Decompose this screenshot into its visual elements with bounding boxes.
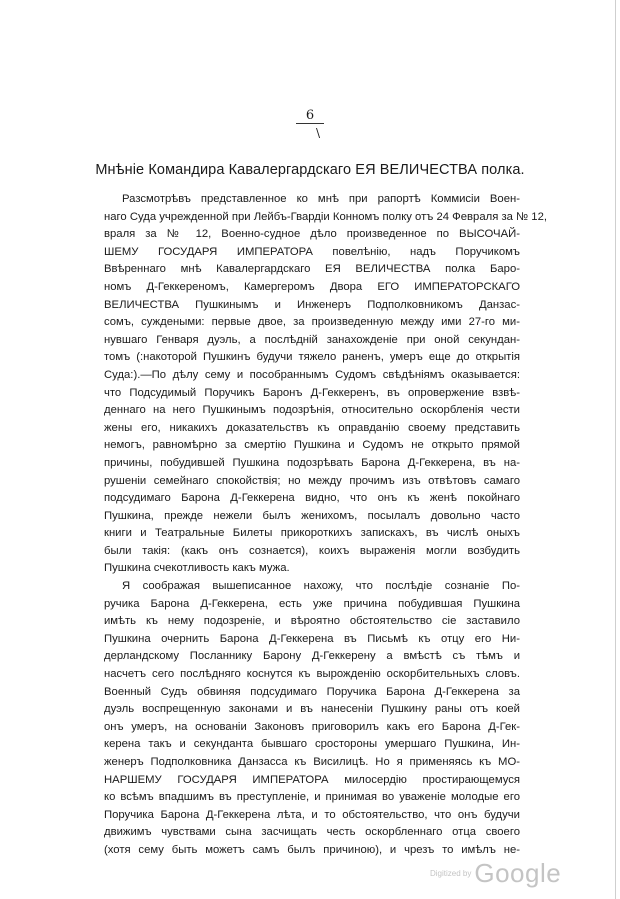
- tick-mark: \: [316, 126, 321, 140]
- text-line: подсудимаго Барона Д-Геккерена видно, что онъ къ женѣ покойнаго: [104, 492, 520, 505]
- text-line: Суда:).—По дѣлу сему и пособраннымъ Судомъ свѣдѣніямъ оказывается:: [104, 368, 520, 381]
- text-line: враля за № 12, Военно-судное дѣло произведенное по ВЫСОЧАЙ-: [104, 228, 520, 241]
- text-line: ВЕЛИЧЕСТВА Пушкинымъ и Инженеръ Подполковникомъ Данзас-: [104, 298, 520, 311]
- page-number: 6: [296, 109, 324, 124]
- text-line: женеръ Подполковника Данзасса къ Висилицѣ. Но я применяясь къ МО-: [104, 756, 520, 768]
- text-line: деннаго на него Пушкинымъ подозрѣнія, относительно оскорбленія чести: [104, 404, 520, 417]
- text-line: Военный Судъ обвиняя подсудимаго Поручика Барона Д-Геккерена за: [104, 685, 520, 698]
- text-line: насчетъ сего послѣдняго коснутся къ вырожденію оскорбительныхъ словъ.: [104, 668, 520, 681]
- text-line: рушеніи семейнаго спокойствія; но между прочимъ изъ отвѣтовъ самаго: [104, 474, 520, 487]
- document-heading: Мнѣніе Командира Кавалергардскаго ЕЯ ВЕЛИЧЕСТВА полка.: [95, 162, 525, 178]
- text-line: сомъ, суждеными: первые двое, за произведенную между ими 27-го ми-: [104, 316, 520, 329]
- text-line: онъ умеръ, на основаніи Законовъ приговорилъ какъ его Барона Д-Гек-: [104, 720, 520, 733]
- document-body: [104, 191, 548, 860]
- text-line: ко всѣмъ впадшимъ въ преступленіе, и принимая во уваженіе молодые его: [104, 791, 520, 804]
- text-line: номъ Д-Геккереномъ, Камергеромъ Двора ЕГО ИМПЕРАТОРСКАГО: [104, 280, 520, 293]
- text-line: керена такъ и секунданта бывшаго сростороны умершаго Пушкина, Ин-: [104, 738, 520, 751]
- text-line: наго Суда учрежденной при Лейбъ-Гвардіи Конномъ полку отъ 24 Февраля за № 12,: [104, 210, 548, 223]
- google-watermark: [430, 858, 561, 889]
- text-line: Я соображая вышеписанное нахожу, что послѣдіе сознаніе По-: [122, 580, 520, 593]
- text-line: что Подсудимый Поручикъ Баронъ Д-Геккеренъ, въ опровержение взвѣ-: [104, 386, 520, 399]
- text-line: дуэль воспрещенную законами и въ нанесеніи Пушкину раны отъ коей: [104, 703, 520, 716]
- text-line: Пушкина очернить Барона Д-Геккерена въ Письмѣ къ отцу его Ни-: [104, 632, 520, 645]
- text-line: ручика Барона Д-Геккерена, есть уже причина побудившая Пушкина: [104, 597, 520, 610]
- text-line: Пушкина счекотливость какъ мужа.: [104, 562, 290, 575]
- text-line: Пушкина, прежде нежели былъ женихомъ, посылалъ довольно часто: [104, 509, 520, 522]
- text-line: были такія: (какъ онъ сознается), коихъ выраженія могли возбудить: [104, 544, 520, 557]
- text-line: книги и Театральные Билеты прикороткихъ запискахъ, въ числѣ оныхъ: [104, 527, 520, 540]
- text-line: причины, побудившей Пушкина подозрѣвать Барона Д-Геккерена, въ на-: [104, 456, 520, 469]
- text-line: немогъ, равномѣрно за смертію Пушкина и Судомъ не открыто прямой: [104, 439, 520, 452]
- text-line: Поручика Барона Д-Геккерена лѣта, и то обстоятельство, что онъ будучи: [104, 808, 520, 821]
- text-line: томъ (:накоторой Пушкинъ будучи тяжело раненъ, умеръ еще до открытія: [104, 351, 520, 364]
- text-line: имѣть къ нему подозреніе, и вѣроятно обстоятельство сіе заставило: [104, 615, 520, 628]
- google-logo: Google: [474, 858, 562, 888]
- text-line: движимъ чувствами сына засчищать честь оскорбленнаго отца своего: [104, 826, 520, 839]
- text-line: жены его, никакихъ доказательствъ къ оправданію своему представить: [104, 421, 520, 434]
- digitized-by-label: Digitized by: [430, 869, 472, 878]
- page-number-container: [0, 104, 620, 124]
- text-line: ШЕМУ ГОСУДАРЯ ИМПЕРАТОРА повелѣнію, надъ Поручикомъ: [104, 245, 520, 258]
- text-line: Ввѣреннаго мнѣ Кавалергардскаго ЕЯ ВЕЛИЧЕСТВА полка Баро-: [104, 263, 520, 276]
- text-line: дерландскому Посланнику Барону Д-Геккерену а вмѣстѣ съ тѣмъ и: [104, 650, 520, 663]
- text-line: нувшаго Генваря дуэль, а послѣдній занахожденіе при оной секундан-: [104, 333, 520, 346]
- text-line: (хотя сему быть можетъ самъ былъ причиною), и чрезъ то имѣлъ не-: [104, 843, 520, 856]
- page-edge-line: [615, 0, 616, 899]
- text-line: Разсмотрѣвъ представленное ко мнѣ при рапортѣ Коммисіи Воен-: [122, 193, 520, 205]
- text-line: НАРШЕМУ ГОСУДАРЯ ИМПЕРАТОРА милосердію простирающемуся: [104, 773, 520, 786]
